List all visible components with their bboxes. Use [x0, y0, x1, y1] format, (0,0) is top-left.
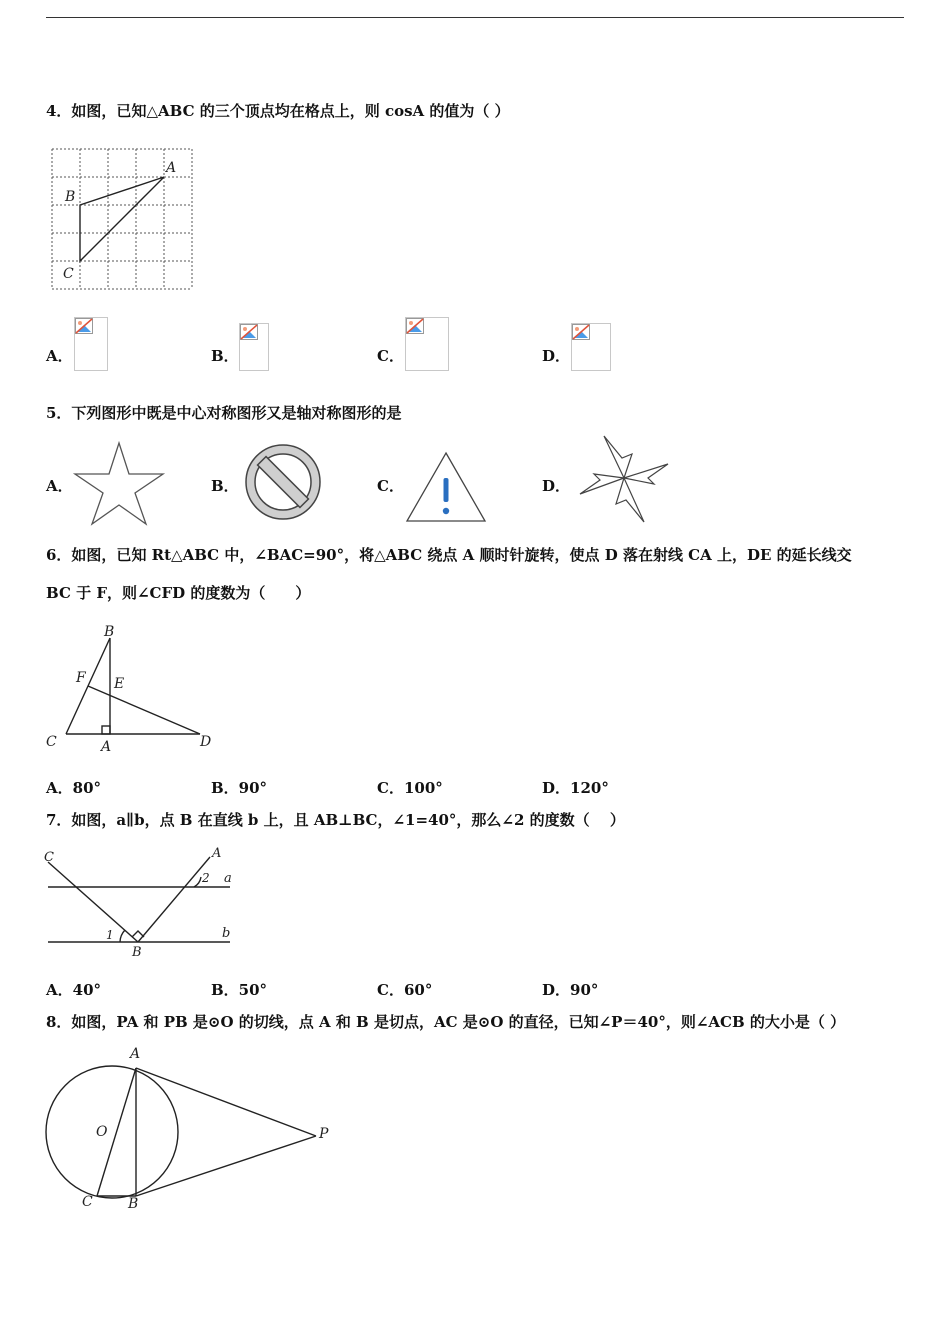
header-rule: [46, 17, 904, 18]
q6-option-b[interactable]: B．90°: [211, 779, 268, 797]
q7-label-line-b: b: [222, 926, 231, 941]
q8-label-a: A: [130, 1046, 141, 1062]
q6-label-e: E: [114, 676, 125, 692]
q8-circle-tangents-figure: [40, 1040, 340, 1220]
q7-label-b: B: [132, 945, 142, 960]
broken-image-icon: [75, 318, 93, 334]
q5-option-b[interactable]: B．: [211, 477, 239, 495]
question-4-text: 4．如图，已知△ABC 的三个顶点均在格点上，则 cosA 的值为（ ）: [46, 102, 510, 120]
q8-label-p: P: [319, 1126, 329, 1142]
q8-label-c: C: [82, 1194, 93, 1210]
q4-option-b[interactable]: B．: [211, 347, 239, 365]
q6-label-c: C: [46, 734, 57, 750]
question-6-line2: BC 于 F，则∠CFD 的度数为（ ）: [46, 584, 311, 602]
q5-option-c[interactable]: C．: [377, 477, 404, 495]
q4-grid-figure: [48, 145, 198, 301]
question-5-text: 5．下列图形中既是中心对称图形又是轴对称图形的是: [46, 404, 402, 422]
q4-option-d[interactable]: D．: [542, 347, 571, 365]
q4-option-d-image: [571, 323, 611, 371]
q7-option-a[interactable]: A．40°: [46, 981, 102, 999]
q4-option-c[interactable]: C．: [377, 347, 404, 365]
q7-label-line-a: a: [224, 871, 232, 886]
broken-image-icon: [406, 318, 424, 334]
q7-label-angle-2: 2: [202, 871, 210, 885]
question-6-line1: 6．如图，已知 Rt△ABC 中，∠BAC=90°，将△ABC 绕点 A 顺时针旋转，使点 D 落在射线 CA 上，DE 的延长线交: [46, 546, 852, 564]
q4-option-a[interactable]: A．: [46, 347, 73, 365]
question-7-text: 7．如图，a∥b，点 B 在直线 b 上，且 AB⊥BC，∠1=40°，那么∠2 的度数（ ）: [46, 811, 625, 829]
q6-label-a: A: [101, 739, 112, 755]
broken-image-icon: [240, 324, 258, 340]
q4-option-b-image: [239, 323, 269, 371]
q6-label-d: D: [200, 734, 212, 750]
q7-label-a: A: [212, 846, 222, 861]
prohibition-sign-figure: [242, 441, 324, 527]
q7-label-c: C: [44, 850, 54, 865]
q4-option-c-image: [405, 317, 449, 371]
q7-label-angle-1: 1: [106, 928, 114, 942]
q4-label-b: B: [65, 189, 76, 205]
star-figure: [72, 440, 166, 530]
q6-option-a[interactable]: A．80°: [46, 779, 102, 797]
q6-triangle-figure: [40, 620, 216, 760]
q6-label-b: B: [104, 624, 115, 640]
warning-sign-figure: [404, 450, 488, 528]
q6-option-d[interactable]: D．120°: [542, 779, 609, 797]
pinwheel-figure: [574, 434, 672, 530]
q6-option-c[interactable]: C．100°: [377, 779, 443, 797]
q4-label-c: C: [63, 266, 74, 282]
q5-option-a[interactable]: A．: [46, 477, 73, 495]
q7-option-d[interactable]: D．90°: [542, 981, 599, 999]
q7-parallel-lines-figure: [40, 845, 240, 965]
broken-image-icon: [572, 324, 590, 340]
q4-label-a: A: [166, 160, 177, 176]
q8-label-o: O: [96, 1124, 108, 1140]
question-8-text: 8．如图，PA 和 PB 是⊙O 的切线，点 A 和 B 是切点，AC 是⊙O 的直径，已知∠P＝40°，则∠ACB 的大小是（ ）: [46, 1013, 846, 1031]
q7-option-b[interactable]: B．50°: [211, 981, 268, 999]
q5-option-d[interactable]: D．: [542, 477, 571, 495]
q4-option-a-image: [74, 317, 108, 371]
q8-label-b: B: [128, 1196, 139, 1212]
q7-option-c[interactable]: C．60°: [377, 981, 433, 999]
q6-label-f: F: [76, 670, 86, 686]
